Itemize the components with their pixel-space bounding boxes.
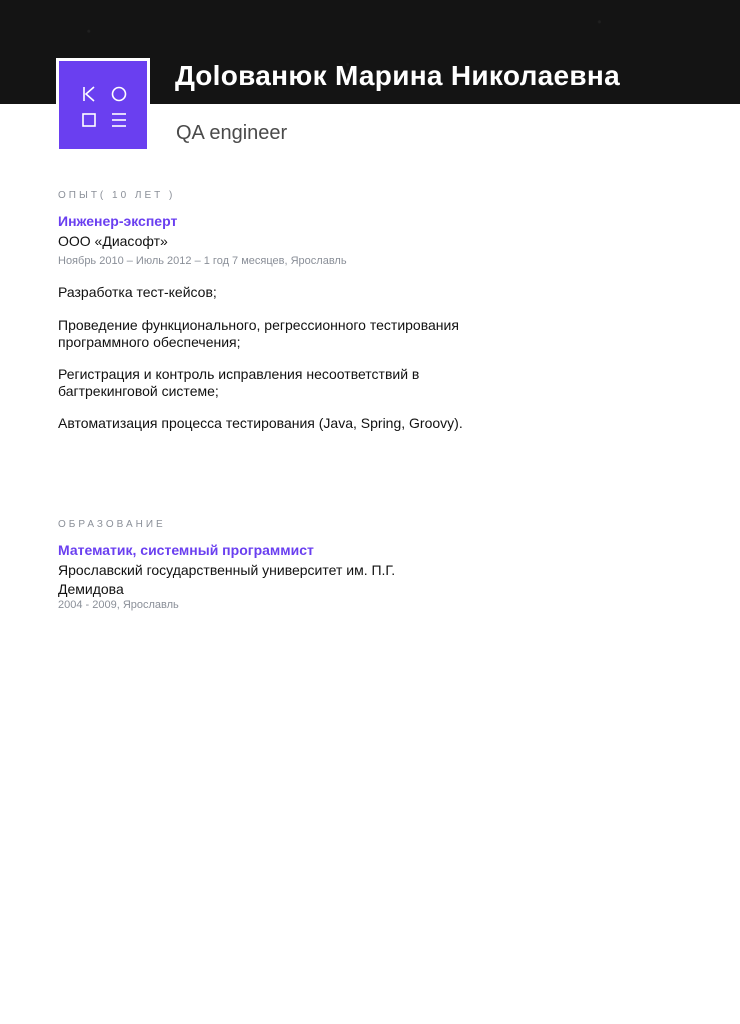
candidate-name: Дolованюк Марина Николаевна (175, 60, 620, 91)
kode-logo-icon (59, 61, 147, 149)
job-period: Ноябрь 2010 – Июль 2012 – 1 год 7 месяцев, Ярославль (58, 255, 347, 267)
education-period: 2004 - 2009, Ярославль (58, 599, 179, 611)
duty-item: Разработка тест-кейсов; (58, 284, 217, 300)
job-title: Инженер-эксперт (58, 213, 178, 229)
experience-heading: ОПЫТ( 10 ЛЕТ ) (58, 190, 176, 201)
degree-title: Математик, системный программист (58, 542, 314, 558)
candidate-role: QA engineer (176, 122, 288, 144)
duty-item: Проведение функционального, регрессионного тестирования программного обеспечения; (58, 317, 459, 350)
institution-name: Ярославский государственный университет им. П.Г. Демидова (58, 562, 396, 597)
duty-item: Автоматизация процесса тестирования (Java, Spring, Groovy). (58, 415, 463, 431)
education-heading: ОБРАЗОВАНИЕ (58, 519, 166, 530)
kode-logo (56, 58, 150, 152)
company-name: ООО «Диасофт» (58, 233, 168, 249)
duty-item: Регистрация и контроль исправления несоответствий в багтрекинговой системе; (58, 366, 420, 399)
